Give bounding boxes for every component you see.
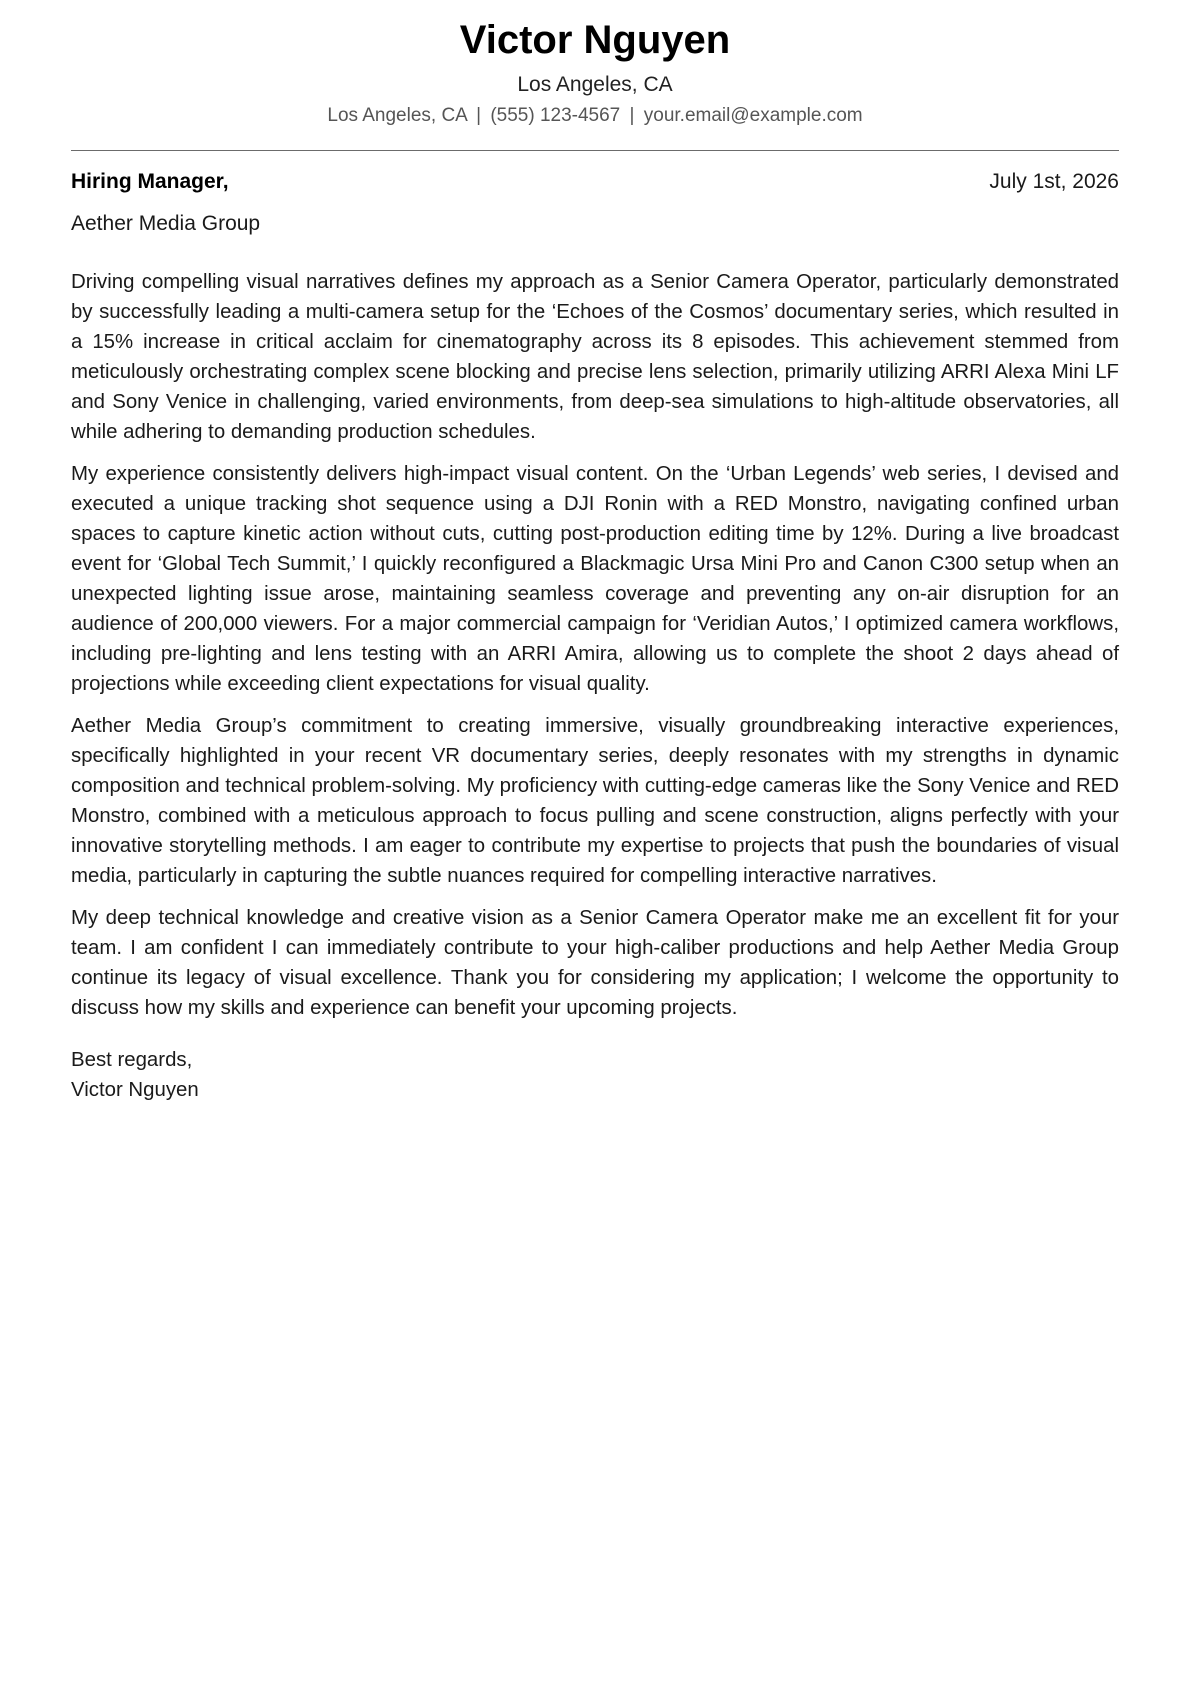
contact-phone: (555) 123-4567 [490, 105, 621, 126]
applicant-name: Victor Nguyen [459, 18, 731, 62]
letter-header [71, 0, 1119, 130]
recipient-greeting: Hiring Manager, [71, 170, 229, 193]
body-paragraph: My deep technical knowledge and creative vision as a Senior Camera Operator make me an excellent fit for your team. I am confident I can immediately contribute to your high-caliber productions and help Aether Media Group continue its legacy of visual excellence. Thank you for considering my application; I welcome the opportunity to discuss how my skills and experience can benefit your upcoming projects. [71, 907, 1119, 1019]
header-divider [71, 150, 1119, 151]
contact-city: Los Angeles, CA [327, 105, 467, 126]
contact-email: your.email@example.com [643, 105, 863, 126]
contact-separator: | [476, 105, 482, 126]
body-paragraph: Aether Media Group’s commitment to creating immersive, visually groundbreaking interactive experiences, specifically highlighted in your recent VR documentary series, deeply resonates with my strengths in dynamic composition and technical problem-solving. My proficiency with cutting-edge cameras like the Sony Venice and RED Monstro, combined with a meticulous approach to focus pulling and scene construction, aligns perfectly with your innovative storytelling methods. I am eager to contribute my expertise to projects that push the boundaries of visual media, particularly in capturing the subtle nuances required for compelling interactive narratives. [71, 715, 1119, 887]
body-paragraph: Driving compelling visual narratives defines my approach as a Senior Camera Operator, particularly demonstrated by successfully leading a multi-camera setup for the ‘Echoes of the Cosmos’ documentary series, which resulted in a 15% increase in critical acclaim for cinematography across its 8 episodes. This achievement stemmed from meticulously orchestrating complex scene blocking and precise lens selection, primarily utilizing ARRI Alexa Mini LF and Sony Venice in challenging, varied environments, from deep-sea simulations to high-altitude observatories, all while adhering to demanding production schedules. [71, 271, 1119, 443]
body-paragraph: My experience consistently delivers high-impact visual content. On the ‘Urban Legends’ web series, I devised and executed a unique tracking shot sequence using a DJI Ronin with a RED Monstro, navigating confined urban spaces to capture kinetic action without cuts, cutting post-production editing time by 12%. During a live broadcast event for ‘Global Tech Summit,’ I quickly reconfigured a Blackmagic Ursa Mini Pro and Canon C300 setup when an unexpected lighting issue arose, maintaining seamless coverage and preventing any on-air disruption for an audience of 200,000 viewers. For a major commercial campaign for ‘Veridian Autos,’ I optimized camera workflows, including pre-lighting and lens testing with an ARRI Amira, allowing us to complete the shoot 2 days ahead of projections while exceeding client expectations for visual quality. [71, 463, 1119, 695]
contact-separator: | [629, 105, 635, 126]
closing-salutation: Best regards, [71, 1049, 193, 1071]
letter-closing [71, 1045, 1119, 1105]
contact-line [71, 102, 1119, 130]
company-name: Aether Media Group [71, 212, 261, 235]
letter-date: July 1st, 2026 [989, 170, 1119, 193]
applicant-location: Los Angeles, CA [517, 73, 673, 96]
letter-body [71, 267, 1119, 1023]
signature-name: Victor Nguyen [71, 1079, 199, 1101]
recipient-date-row [71, 167, 1119, 197]
